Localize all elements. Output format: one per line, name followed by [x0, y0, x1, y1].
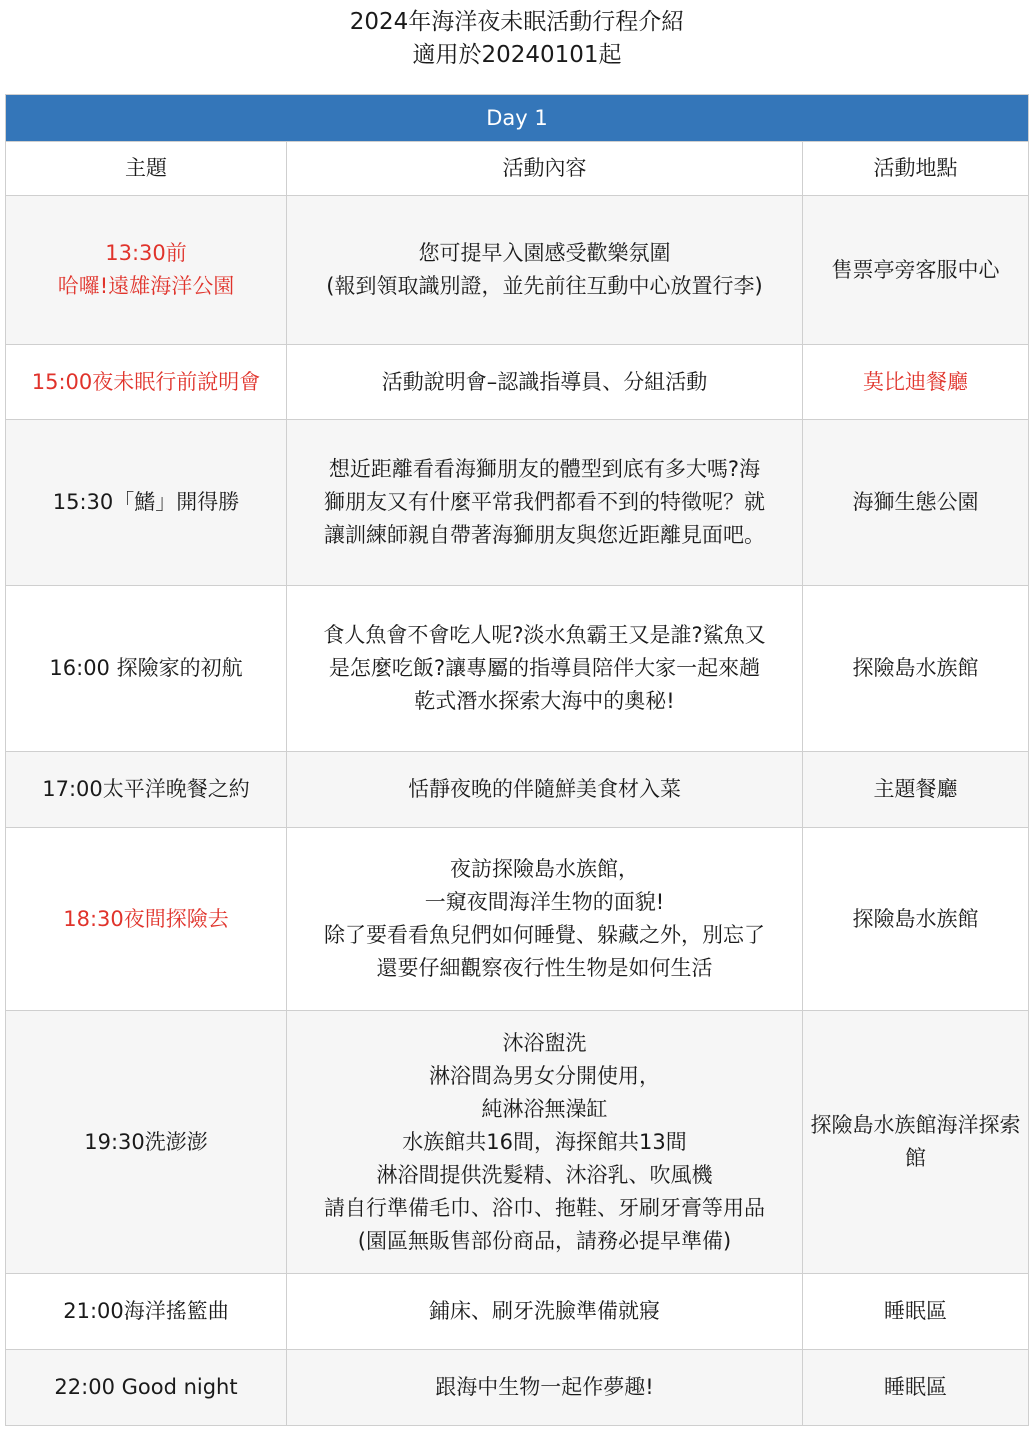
schedule-table: [5, 94, 1029, 1426]
content-line: 純淋浴無澡缸: [481, 1096, 608, 1121]
location-cell: 售票亭旁客服中心: [803, 196, 1029, 345]
content-cell: [287, 752, 803, 828]
column-header-theme: 主題: [6, 142, 287, 196]
table-row: [6, 1350, 1029, 1426]
table-row: [6, 196, 1029, 345]
table-row: [6, 828, 1029, 1011]
theme-line: 21:00海洋搖籃曲: [63, 1299, 229, 1323]
theme-line: 15:00夜未眠行前說明會: [31, 369, 261, 394]
location-cell: 探險島水族館: [803, 828, 1029, 1011]
theme-cell: [6, 1011, 287, 1274]
content-line: 一窺夜間海洋生物的面貌!: [424, 890, 665, 914]
table-row: [6, 345, 1029, 420]
content-cell: [287, 420, 803, 586]
content-line: 淋浴間提供洗髮精、沐浴乳、吹風機: [376, 1162, 713, 1187]
location-cell: 莫比迪餐廳: [803, 345, 1029, 420]
theme-line: 22:00 Good night: [54, 1375, 238, 1399]
column-header-row: [6, 142, 1029, 196]
location-cell: 睡眠區: [803, 1350, 1029, 1426]
theme-line: 17:00太平洋晚餐之約: [42, 777, 250, 801]
content-cell: [287, 828, 803, 1011]
title-block: [0, 0, 1034, 94]
theme-cell: [6, 345, 287, 420]
location-cell: 探險島水族館: [803, 586, 1029, 752]
day-header-row: [6, 95, 1029, 142]
theme-cell: [6, 420, 287, 586]
column-header-location: 活動地點: [803, 142, 1029, 196]
content-line: 恬靜夜晚的伴隨鮮美食材入菜: [408, 777, 681, 801]
table-row: [6, 420, 1029, 586]
content-cell: [287, 196, 803, 345]
content-line: 還要仔細觀察夜行性生物是如何生活: [376, 956, 713, 980]
theme-cell: [6, 1274, 287, 1350]
content-cell: [287, 1011, 803, 1274]
page-title: 2024年海洋夜未眠活動行程介紹: [349, 9, 685, 35]
theme-line: 16:00 探險家的初航: [49, 656, 243, 680]
content-line: 獅朋友又有什麼平常我們都看不到的特徵呢？就: [324, 490, 765, 514]
table-row: [6, 1011, 1029, 1274]
location-cell: 探險島水族館海洋探索館: [803, 1011, 1029, 1274]
theme-line: 18:30夜間探險去: [63, 906, 229, 931]
table-row: [6, 1274, 1029, 1350]
content-line: 淋浴間為男女分開使用，: [429, 1063, 660, 1088]
table-row: [6, 752, 1029, 828]
page-subtitle: 適用於20240101起: [412, 42, 622, 68]
theme-line: 哈囉!遠雄海洋公園: [57, 274, 235, 298]
theme-line: 15:30「鰭」開得勝: [52, 490, 240, 514]
theme-cell: [6, 1350, 287, 1426]
theme-line: 19:30洗澎澎: [84, 1129, 208, 1154]
content-cell: [287, 345, 803, 420]
content-cell: [287, 586, 803, 752]
content-line: 您可提早入園感受歡樂氛圍: [418, 241, 671, 265]
location-cell: 睡眠區: [803, 1274, 1029, 1350]
schedule-body: [6, 196, 1029, 1426]
content-line: 沐浴盥洗: [502, 1030, 587, 1055]
content-line: 除了要看看魚兒們如何睡覺、躲藏之外，別忘了: [324, 923, 765, 947]
content-line: 活動說明會–認識指導員、分組活動: [381, 369, 708, 394]
content-line: 請自行準備毛巾、浴巾、拖鞋、牙刷牙膏等用品: [324, 1195, 765, 1220]
content-line: 讓訓練師親自帶著海獅朋友與您近距離見面吧。: [324, 523, 765, 547]
location-cell: 主題餐廳: [803, 752, 1029, 828]
content-line: 是怎麼吃飯?讓專屬的指導員陪伴大家一起來趟: [328, 656, 761, 680]
theme-cell: [6, 752, 287, 828]
content-line: 夜訪探險島水族館，: [450, 857, 639, 881]
theme-cell: [6, 586, 287, 752]
content-line: (報到領取識別證，並先前往互動中心放置行李): [326, 274, 763, 298]
content-line: (園區無販售部份商品，請務必提早準備): [357, 1228, 732, 1253]
table-row: [6, 586, 1029, 752]
column-header-content: 活動內容: [287, 142, 803, 196]
content-line: 鋪床、刷牙洗臉準備就寢: [429, 1299, 660, 1323]
location-cell: 海獅生態公園: [803, 420, 1029, 586]
theme-line: 13:30前: [105, 241, 187, 265]
content-line: 食人魚會不會吃人呢?淡水魚霸王又是誰?鯊魚又: [323, 623, 766, 647]
content-line: 想近距離看看海獅朋友的體型到底有多大嗎?海: [328, 457, 761, 481]
content-cell: [287, 1274, 803, 1350]
theme-cell: [6, 196, 287, 345]
day-label: Day 1: [6, 95, 1029, 142]
content-line: 水族館共16間，海探館共13間: [402, 1129, 687, 1154]
theme-cell: [6, 828, 287, 1011]
content-line: 跟海中生物一起作夢趣!: [435, 1375, 654, 1399]
content-line: 乾式潛水探索大海中的奧秘!: [414, 689, 675, 713]
content-cell: [287, 1350, 803, 1426]
